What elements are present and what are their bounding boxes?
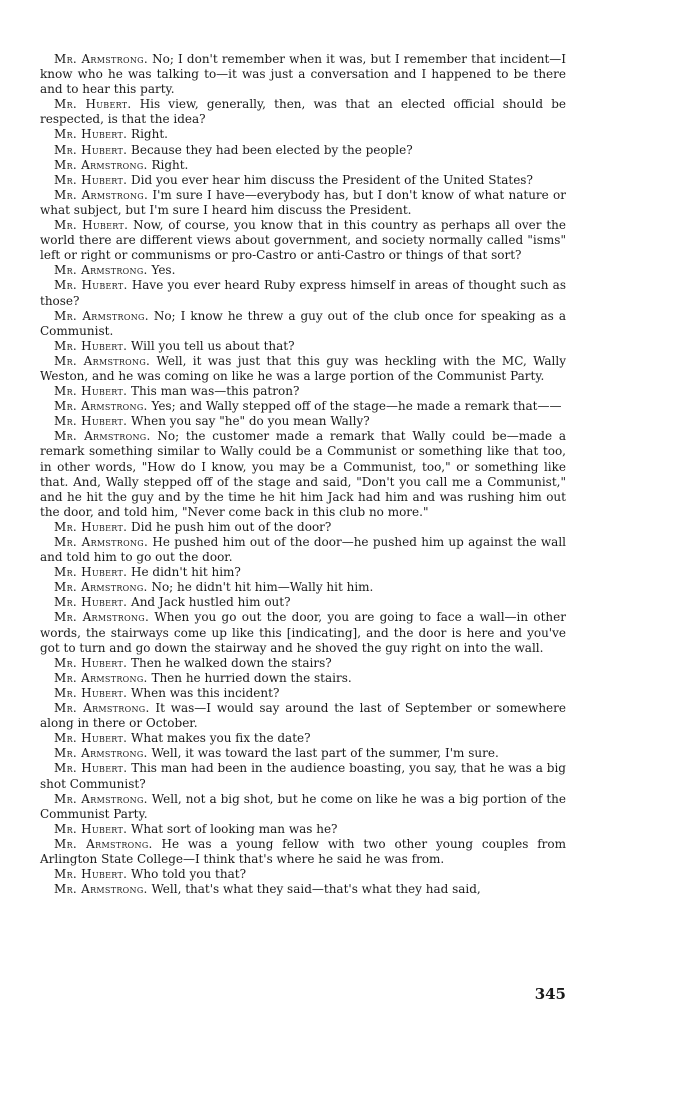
speech-text: Did he push him out of the door? (131, 519, 332, 534)
speaker-label: Mr. Hubert. (54, 218, 129, 233)
speech-text: Well, that's what they said—that's what they had said, (151, 882, 481, 897)
speech-text: Now, of course, you know that in this country as perhaps all over the world there are different views about government, and society normally called "isms" left or right or communisms or pro-Castro or anti-Castro or things of that sort? (40, 218, 566, 263)
speech-text: Because they had been elected by the people? (131, 142, 413, 157)
page-number: 345 (534, 985, 566, 1003)
speaker-label: Mr. Hubert. (54, 414, 128, 429)
speech-text: He was a young fellow with two other young couples from Arlington State College—I think that's where he said he was from. (40, 836, 566, 866)
speaker-label: Mr. Hubert. (54, 867, 128, 882)
speaker-label: Mr. Armstrong. (54, 157, 148, 172)
transcript-paragraph (40, 761, 566, 791)
transcript-paragraph (40, 414, 566, 429)
speaker-label: Mr. Hubert. (54, 731, 128, 746)
speech-text: What sort of looking man was he? (131, 821, 338, 836)
speech-text: Then he hurried down the stairs. (151, 670, 352, 685)
speech-text: This man had been in the audience boasting, you say, that he was a big shot Communist? (40, 761, 566, 791)
speech-text: His view, generally, then, was that an elected official should be respected, is that the idea? (40, 97, 566, 127)
speech-text: Yes. (151, 263, 176, 278)
speech-text: No; the customer made a remark that Wally could be—made a remark something similar to Wally could be a Communist or something like that too, in other words, "How do I know, you may be a Communist, too," or something like that. And, Wally stepped off of the stage and said, "Don't you call me a Communist," and he hit the guy and by the time he hit him Jack had him and was rushing him out the door, and told him, "Never come back in this club no more." (40, 429, 566, 519)
speech-text: This man was—this patron? (131, 384, 300, 399)
speech-text: Well, it was just that this guy was heckling with the MC, Wally Weston, and he was coming on like he was a large portion of the Communist Party. (40, 353, 566, 383)
speaker-label: Mr. Hubert. (54, 338, 128, 353)
speaker-label: Mr. Armstrong. (54, 670, 148, 685)
transcript-paragraph (40, 263, 566, 278)
speech-text: No; I don't remember when it was, but I remember that incident—I know who he was talking to—it was just a conversation and I happened to be there and to hear this party. (40, 52, 567, 97)
speaker-label: Mr. Armstrong. (54, 308, 149, 323)
transcript-paragraph (40, 158, 566, 173)
transcript-paragraph (40, 595, 566, 610)
transcript-paragraph (40, 822, 566, 837)
transcript-paragraph (40, 309, 566, 339)
transcript-paragraph (40, 701, 566, 731)
transcript-paragraph (40, 837, 566, 867)
transcript-paragraph (40, 354, 566, 384)
speech-text: Well, it was toward the last part of the summer, I'm sure. (151, 746, 499, 761)
speech-text: I'm sure I have—everybody has, but I don't know of what nature or what subject, but I'm sure I heard him discuss the President. (40, 187, 566, 217)
transcript-paragraph (40, 429, 566, 520)
transcript-paragraph (40, 127, 566, 142)
speech-text: No; I know he threw a guy out of the club once for speaking as a Communist. (40, 308, 566, 338)
speech-text: And Jack hustled him out? (131, 595, 291, 610)
transcript-paragraph (40, 52, 566, 97)
transcript-paragraph (40, 792, 566, 822)
speaker-label: Mr. Hubert. (54, 127, 128, 142)
speaker-label: Mr. Armstrong. (54, 263, 148, 278)
speaker-label: Mr. Hubert. (54, 384, 128, 399)
transcript-paragraph (40, 384, 566, 399)
speaker-label: Mr. Armstrong. (54, 836, 153, 851)
transcript-paragraph (40, 188, 566, 218)
transcript-paragraph (40, 173, 566, 188)
testimony-transcript (40, 52, 566, 897)
speaker-label: Mr. Hubert. (54, 519, 128, 534)
speaker-label: Mr. Armstrong. (54, 399, 148, 414)
speaker-label: Mr. Hubert. (54, 821, 128, 836)
speech-text: Then he walked down the stairs? (131, 655, 332, 670)
speaker-label: Mr. Armstrong. (54, 746, 148, 761)
transcript-paragraph (40, 399, 566, 414)
transcript-paragraph (40, 656, 566, 671)
speech-text: He didn't hit him? (131, 565, 241, 580)
transcript-paragraph (40, 580, 566, 595)
transcript-paragraph (40, 686, 566, 701)
transcript-paragraph (40, 278, 566, 308)
speech-text: Did you ever hear him discuss the President of the United States? (131, 172, 533, 187)
speaker-label: Mr. Hubert. (54, 142, 128, 157)
transcript-paragraph (40, 882, 566, 897)
speaker-label: Mr. Armstrong. (54, 52, 148, 66)
transcript-paragraph (40, 218, 566, 263)
transcript-paragraph (40, 565, 566, 580)
speaker-label: Mr. Armstrong. (54, 610, 150, 625)
speech-text: He pushed him out of the door—he pushed him up against the wall and told him to go out the door. (40, 535, 566, 565)
speaker-label: Mr. Hubert. (54, 685, 128, 700)
speaker-label: Mr. Armstrong. (54, 535, 149, 549)
speaker-label: Mr. Armstrong. (54, 429, 151, 444)
transcript-paragraph (40, 339, 566, 354)
speaker-label: Mr. Armstrong. (54, 187, 149, 202)
transcript-paragraph (40, 97, 566, 127)
speaker-label: Mr. Armstrong. (54, 701, 150, 716)
transcript-paragraph (40, 535, 566, 565)
speech-text: It was—I would say around the last of September or somewhere along in there or October. (40, 701, 566, 731)
speaker-label: Mr. Armstrong. (54, 580, 148, 595)
transcript-paragraph (40, 731, 566, 746)
transcript-paragraph (40, 520, 566, 535)
speech-text: Will you tell us about that? (131, 338, 295, 353)
speaker-label: Mr. Hubert. (54, 565, 128, 580)
speech-text: Have you ever heard Ruby express himself in areas of thought such as those? (40, 278, 566, 308)
speech-text: When you say "he" do you mean Wally? (131, 414, 370, 429)
speech-text: Right. (151, 157, 189, 172)
speech-text: Who told you that? (131, 867, 247, 882)
speech-text: When you go out the door, you are going to face a wall—in other words, the stairways come up like this [indicating], and the door is here and you've got to turn and go down the stairway and he shoved the guy right on into the wall. (40, 610, 566, 655)
speaker-label: Mr. Hubert. (54, 595, 128, 610)
speaker-label: Mr. Hubert. (54, 761, 128, 776)
speech-text: Well, not a big shot, but he come on like he was a big portion of the Communist Party. (40, 791, 567, 821)
speaker-label: Mr. Hubert. (54, 97, 132, 112)
speech-text: Yes; and Wally stepped off of the stage—he made a remark that—— (151, 399, 562, 414)
speech-text: Right. (131, 127, 168, 142)
speech-text: No; he didn't hit him—Wally hit him. (151, 580, 374, 595)
speech-text: When was this incident? (131, 685, 280, 700)
speech-text: What makes you fix the date? (131, 731, 311, 746)
speaker-label: Mr. Hubert. (54, 655, 128, 670)
speaker-label: Mr. Armstrong. (54, 353, 151, 368)
transcript-paragraph (40, 867, 566, 882)
transcript-paragraph (40, 671, 566, 686)
transcript-paragraph (40, 143, 566, 158)
speaker-label: Mr. Armstrong. (54, 882, 148, 897)
speaker-label: Mr. Armstrong. (54, 791, 148, 806)
transcript-paragraph (40, 610, 566, 655)
transcript-paragraph (40, 746, 566, 761)
speaker-label: Mr. Hubert. (54, 172, 128, 187)
speaker-label: Mr. Hubert. (54, 278, 128, 293)
